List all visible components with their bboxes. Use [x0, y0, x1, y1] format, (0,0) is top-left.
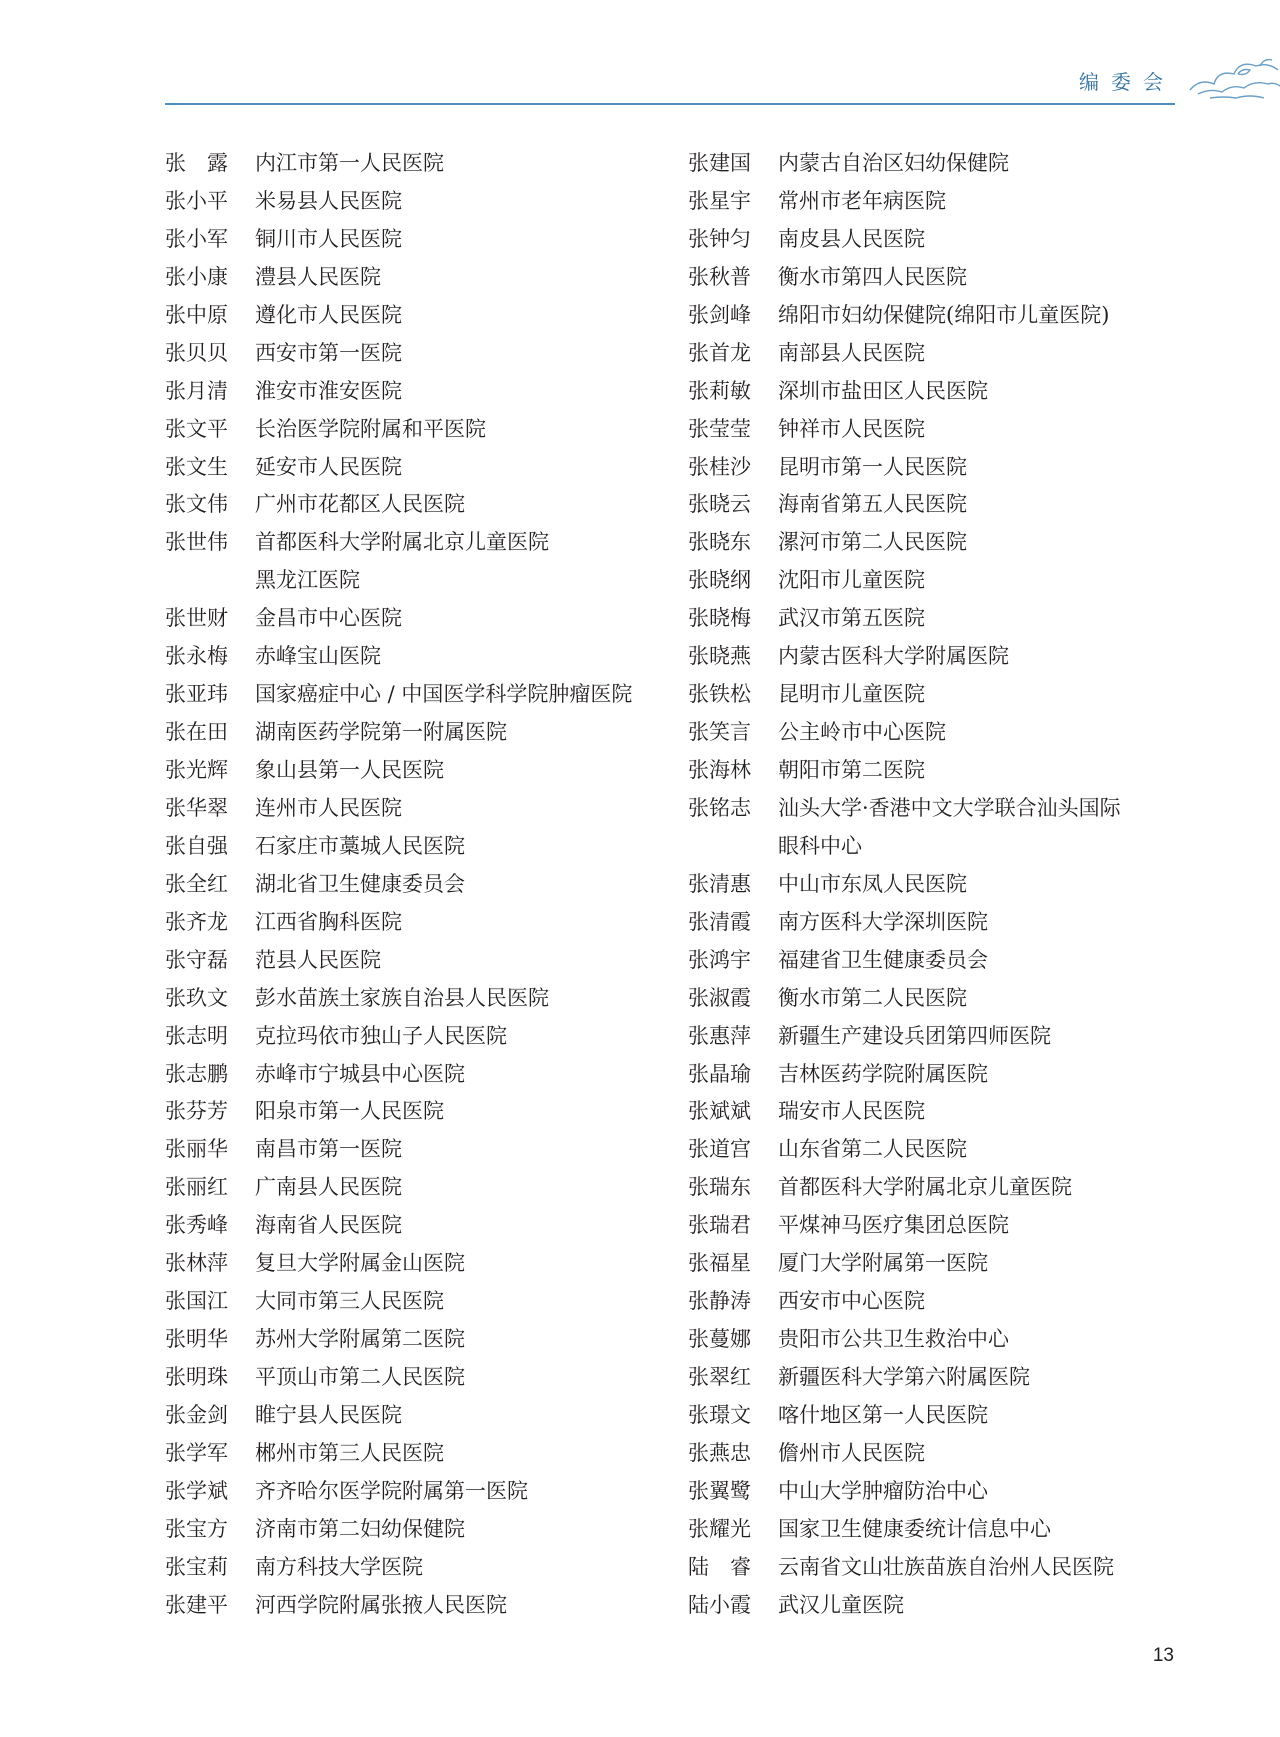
member-name: 张永梅 [165, 644, 228, 669]
member-organization: 西安市第一医院 [255, 340, 402, 365]
member-organization: 厦门大学附属第一医院 [778, 1251, 988, 1276]
member-organization: 淮安市淮安医院 [255, 378, 402, 403]
member-name: 张瑞君 [688, 1213, 751, 1238]
member-name: 张清霞 [688, 909, 751, 934]
member-organization: 内蒙古医科大学附属医院 [778, 644, 1009, 669]
member-organization: 苏州大学附属第二医院 [255, 1327, 465, 1352]
member-name: 张海林 [688, 758, 751, 782]
member-row [688, 713, 1121, 751]
member-organization: 内蒙古自治区妇幼保健院 [778, 151, 1009, 175]
member-name: 张明珠 [165, 1365, 228, 1389]
member-name: 张燕忠 [688, 1440, 751, 1465]
member-organization: 武汉市第五医院 [778, 606, 925, 631]
member-name: 张文伟 [165, 492, 228, 517]
member-row [165, 637, 632, 675]
member-row [688, 144, 1121, 182]
member-row [165, 1168, 632, 1206]
member-row [165, 979, 632, 1017]
member-organization: 大同市第三人民医院 [255, 1289, 444, 1314]
member-organization: 彭水苗族土家族自治县人民医院 [255, 985, 549, 1010]
member-row [688, 637, 1121, 675]
member-row [688, 1586, 1121, 1624]
member-row [688, 941, 1121, 979]
member-name: 张晓燕 [688, 644, 751, 669]
member-row [165, 941, 632, 979]
member-row [688, 1168, 1121, 1206]
member-row [165, 1320, 632, 1358]
member-organization: 吉林医药学院附属医院 [778, 1061, 988, 1086]
member-organization: 克拉玛依市独山子人民医院 [255, 1023, 507, 1048]
member-name: 张自强 [165, 833, 228, 858]
member-row [165, 865, 632, 903]
member-row [688, 1472, 1121, 1510]
member-name: 张 露 [165, 151, 228, 175]
member-row [165, 903, 632, 941]
member-row [165, 751, 632, 789]
member-name: 张鸿宇 [688, 947, 751, 972]
member-name: 张明华 [165, 1327, 228, 1352]
member-name: 张瑞东 [688, 1175, 751, 1200]
member-name: 张玖文 [165, 985, 228, 1010]
member-name: 张星宇 [688, 188, 751, 213]
member-row [165, 1055, 632, 1093]
member-name: 张福星 [688, 1251, 751, 1276]
member-organization: 澧县人民医院 [255, 264, 381, 289]
member-name: 张中原 [165, 302, 228, 327]
member-row [688, 1130, 1121, 1168]
member-organization: 首都医科大学附属北京儿童医院 [778, 1175, 1072, 1200]
member-name: 张文生 [165, 454, 228, 479]
member-name: 张翼鹭 [688, 1478, 751, 1503]
member-organization: 广州市花都区人民医院 [255, 492, 465, 517]
member-name: 张宝莉 [165, 1554, 228, 1579]
member-organization: 齐齐哈尔医学院附属第一医院 [255, 1478, 528, 1503]
member-organization: 西安市中心医院 [778, 1289, 925, 1314]
member-organization: 睢宁县人民医院 [255, 1402, 402, 1427]
member-row [688, 1396, 1121, 1434]
member-name: 张小军 [165, 226, 228, 251]
member-row [165, 827, 632, 865]
member-organization: 福建省卫生健康委员会 [778, 947, 988, 972]
member-row [688, 372, 1121, 410]
member-organization: 衡水市第二人民医院 [778, 985, 967, 1010]
member-row [688, 675, 1121, 713]
member-organization: 南皮县人民医院 [778, 226, 925, 251]
member-organization: 长治医学院附属和平医院 [255, 416, 486, 441]
member-organization: 郴州市第三人民医院 [255, 1440, 444, 1465]
member-name: 张秀峰 [165, 1213, 228, 1238]
member-row [165, 1548, 632, 1586]
member-organization: 衡水市第四人民医院 [778, 264, 967, 289]
member-organization: 内江市第一人民医院 [255, 151, 444, 175]
member-row [688, 903, 1121, 941]
member-organization: 国家卫生健康委统计信息中心 [778, 1516, 1051, 1541]
member-organization: 深圳市盐田区人民医院 [778, 378, 988, 403]
member-row [688, 485, 1121, 523]
member-name: 张蔓娜 [688, 1327, 751, 1352]
member-name: 张璟文 [688, 1402, 751, 1427]
member-organization: 石家庄市藁城人民医院 [255, 833, 465, 858]
member-organization: 平顶山市第二人民医院 [255, 1365, 465, 1389]
member-row [688, 1320, 1121, 1358]
member-name: 张光辉 [165, 758, 228, 782]
member-name: 张耀光 [688, 1516, 751, 1541]
member-organization: 汕头大学·香港中文大学联合汕头国际 [778, 795, 1121, 820]
member-name: 张学斌 [165, 1478, 228, 1503]
member-organization: 赤峰市宁城县中心医院 [255, 1061, 465, 1086]
member-organization: 云南省文山壮族苗族自治州人民医院 [778, 1554, 1114, 1579]
right-column [688, 144, 1121, 1624]
member-row [165, 182, 632, 220]
member-name: 张亚玮 [165, 682, 228, 707]
member-row [165, 144, 632, 182]
member-row [165, 1586, 632, 1624]
member-row [165, 1396, 632, 1434]
member-name: 张翠红 [688, 1365, 751, 1389]
member-organization: 首都医科大学附属北京儿童医院 [255, 530, 549, 555]
member-row [165, 523, 632, 561]
member-row [688, 1434, 1121, 1472]
member-name: 张全红 [165, 871, 228, 896]
member-name: 张剑峰 [688, 302, 751, 327]
member-organization: 瑞安市人民医院 [778, 1099, 925, 1124]
member-row [688, 258, 1121, 296]
member-row [688, 789, 1121, 827]
member-row [688, 827, 1121, 865]
member-organization: 复旦大学附属金山医院 [255, 1251, 465, 1276]
member-organization: 武汉儿童医院 [778, 1592, 904, 1617]
member-name: 陆小霞 [688, 1592, 751, 1617]
member-name: 张晶瑜 [688, 1061, 751, 1086]
member-organization: 黑龙江医院 [255, 568, 360, 593]
member-row [165, 1017, 632, 1055]
member-name: 张贝贝 [165, 340, 228, 365]
member-organization: 喀什地区第一人民医院 [778, 1402, 988, 1427]
member-organization: 南方科技大学医院 [255, 1554, 423, 1579]
member-organization: 钟祥市人民医院 [778, 416, 925, 441]
member-name: 陆 睿 [688, 1554, 751, 1579]
member-row [688, 1548, 1121, 1586]
member-name: 张齐龙 [165, 909, 228, 934]
member-row [165, 296, 632, 334]
member-row [688, 410, 1121, 448]
member-name: 张晓纲 [688, 568, 751, 593]
member-organization: 贵阳市公共卫生救治中心 [778, 1327, 1009, 1352]
member-organization: 米易县人民医院 [255, 188, 402, 213]
member-organization: 公主岭市中心医院 [778, 720, 946, 745]
member-organization: 沈阳市儿童医院 [778, 568, 925, 593]
member-name: 张守磊 [165, 947, 228, 972]
member-name: 张国江 [165, 1289, 228, 1314]
member-name: 张晓东 [688, 530, 751, 555]
member-name: 张小平 [165, 188, 228, 213]
member-name: 张莉敏 [688, 378, 751, 403]
member-name: 张笑言 [688, 720, 751, 745]
member-name: 张芬芳 [165, 1099, 228, 1124]
member-name: 张在田 [165, 720, 228, 745]
member-name: 张月清 [165, 378, 228, 403]
left-column [165, 144, 632, 1624]
member-name: 张丽红 [165, 1175, 228, 1200]
member-row [165, 1130, 632, 1168]
member-organization: 阳泉市第一人民医院 [255, 1099, 444, 1124]
member-organization: 绵阳市妇幼保健院(绵阳市儿童医院) [778, 302, 1110, 327]
member-name [165, 561, 255, 599]
member-name: 张宝方 [165, 1516, 228, 1541]
member-organization: 中山大学肿瘤防治中心 [778, 1478, 988, 1503]
member-name: 张秋普 [688, 264, 751, 289]
member-row [165, 599, 632, 637]
member-organization: 海南省第五人民医院 [778, 492, 967, 517]
member-name: 张志鹏 [165, 1061, 228, 1086]
member-name: 张华翠 [165, 795, 228, 820]
member-row [165, 220, 632, 258]
member-name: 张晓云 [688, 492, 751, 517]
member-organization: 常州市老年病医院 [778, 188, 946, 213]
member-organization: 新疆生产建设兵团第四师医院 [778, 1023, 1051, 1048]
member-row [165, 410, 632, 448]
member-row [688, 865, 1121, 903]
member-row [165, 448, 632, 486]
cloud-ornament-icon [1180, 48, 1280, 108]
member-row [165, 1092, 632, 1130]
member-row [688, 1510, 1121, 1548]
member-organization: 赤峰宝山医院 [255, 644, 381, 669]
member-name: 张莹莹 [688, 416, 751, 441]
member-row [165, 1282, 632, 1320]
member-row [165, 675, 632, 713]
member-organization: 象山县第一人民医院 [255, 758, 444, 782]
member-row [165, 1510, 632, 1548]
member-name: 张世伟 [165, 530, 228, 555]
member-row [688, 561, 1121, 599]
member-name: 张金剑 [165, 1402, 228, 1427]
member-row [688, 1358, 1121, 1396]
section-title: 编委会 [1079, 70, 1175, 94]
member-row [165, 485, 632, 523]
member-row [688, 979, 1121, 1017]
member-organization: 广南县人民医院 [255, 1175, 402, 1200]
member-row [165, 1472, 632, 1510]
member-row [165, 713, 632, 751]
member-organization: 金昌市中心医院 [255, 606, 402, 631]
member-row [688, 220, 1121, 258]
member-row [688, 448, 1121, 486]
member-organization: 河西学院附属张掖人民医院 [255, 1592, 507, 1617]
member-row [688, 1092, 1121, 1130]
member-row [165, 1206, 632, 1244]
member-name: 张建国 [688, 151, 751, 175]
member-organization: 眼科中心 [778, 833, 862, 858]
member-name: 张文平 [165, 416, 228, 441]
member-name: 张斌斌 [688, 1099, 751, 1124]
member-row [688, 182, 1121, 220]
member-row [165, 789, 632, 827]
member-organization: 湖北省卫生健康委员会 [255, 871, 465, 896]
page-number: 13 [1152, 1645, 1174, 1666]
member-row [165, 1244, 632, 1282]
member-organization: 铜川市人民医院 [255, 226, 402, 251]
member-organization: 江西省胸科医院 [255, 909, 402, 934]
member-row [165, 334, 632, 372]
member-organization: 国家癌症中心 / 中国医学科学院肿瘤医院 [255, 682, 633, 707]
member-organization: 连州市人民医院 [255, 795, 402, 820]
member-organization: 中山市东凤人民医院 [778, 871, 967, 896]
member-name: 张小康 [165, 264, 228, 289]
member-organization: 新疆医科大学第六附属医院 [778, 1365, 1030, 1389]
member-organization: 范县人民医院 [255, 947, 381, 972]
member-row [688, 751, 1121, 789]
member-name [688, 827, 778, 865]
member-organization: 朝阳市第二医院 [778, 758, 925, 782]
member-row [165, 1358, 632, 1396]
member-row [688, 1017, 1121, 1055]
member-name: 张静涛 [688, 1289, 751, 1314]
member-name: 张学军 [165, 1440, 228, 1465]
member-row [165, 561, 632, 599]
member-row [688, 296, 1121, 334]
member-row [688, 1055, 1121, 1093]
member-name: 张丽华 [165, 1137, 228, 1162]
member-organization: 南部县人民医院 [778, 340, 925, 365]
member-organization: 昆明市第一人民医院 [778, 454, 967, 479]
member-row [688, 1244, 1121, 1282]
member-row [688, 1282, 1121, 1320]
member-organization: 儋州市人民医院 [778, 1440, 925, 1465]
member-organization: 昆明市儿童医院 [778, 682, 925, 707]
member-row [688, 1206, 1121, 1244]
member-organization: 海南省人民医院 [255, 1213, 402, 1238]
member-organization: 南昌市第一医院 [255, 1137, 402, 1162]
member-name: 张志明 [165, 1023, 228, 1048]
member-name: 张清惠 [688, 871, 751, 896]
member-row [688, 599, 1121, 637]
header-rule [165, 103, 1175, 105]
member-organization: 延安市人民医院 [255, 454, 402, 479]
member-name: 张林萍 [165, 1251, 228, 1276]
member-name: 张钟匀 [688, 226, 751, 251]
member-row [165, 372, 632, 410]
member-name: 张建平 [165, 1592, 228, 1617]
member-organization: 山东省第二人民医院 [778, 1137, 967, 1162]
member-organization: 湖南医药学院第一附属医院 [255, 720, 507, 745]
member-name: 张世财 [165, 606, 228, 631]
member-organization: 平煤神马医疗集团总医院 [778, 1213, 1009, 1238]
member-name: 张铭志 [688, 795, 751, 820]
member-name: 张首龙 [688, 340, 751, 365]
member-organization: 南方医科大学深圳医院 [778, 909, 988, 934]
member-name: 张淑霞 [688, 985, 751, 1010]
member-row [165, 258, 632, 296]
member-name: 张桂沙 [688, 454, 751, 479]
member-name: 张道宫 [688, 1137, 751, 1162]
member-organization: 济南市第二妇幼保健院 [255, 1516, 465, 1541]
member-row [165, 1434, 632, 1472]
member-organization: 漯河市第二人民医院 [778, 530, 967, 555]
member-name: 张惠萍 [688, 1023, 751, 1048]
member-row [688, 523, 1121, 561]
member-name: 张晓梅 [688, 606, 751, 631]
member-organization: 遵化市人民医院 [255, 302, 402, 327]
member-row [688, 334, 1121, 372]
member-name: 张铁松 [688, 682, 751, 707]
